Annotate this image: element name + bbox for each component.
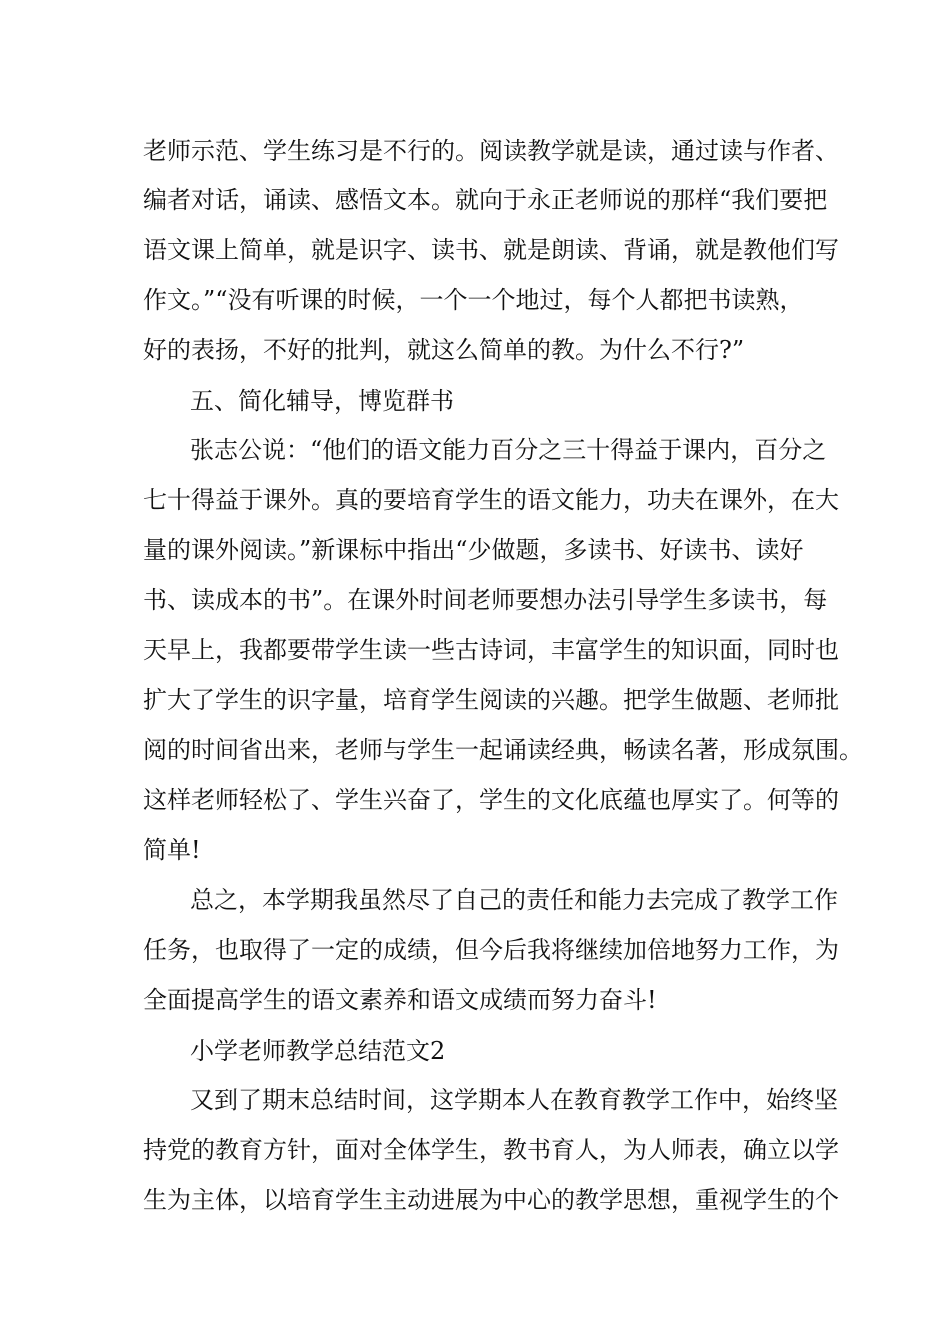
text-line: 持党的教育方针，面对全体学生，教书育人，为人师表，确立以学 bbox=[143, 1136, 839, 1164]
text-line: 这样老师轻松了、学生兴奋了，学生的文化底蕴也厚实了。何等的 bbox=[143, 786, 839, 814]
text-line: 量的课外阅读。”新课标中指出“少做题，多读书、好读书、读好 bbox=[143, 536, 804, 564]
text-line: 老师示范、学生练习是不行的。阅读教学就是读，通过读与作者、 bbox=[143, 137, 839, 165]
text-line: 张志公说：“他们的语文能力百分之三十得益于课内，百分之 bbox=[190, 436, 827, 464]
text-line: 作文。”“没有听课的时候，一个一个地过，每个人都把书读熟， bbox=[143, 286, 804, 314]
section-heading: 小学老师教学总结范文2 bbox=[190, 1037, 446, 1065]
text-line: 天早上，我都要带学生读一些古诗词，丰富学生的知识面，同时也 bbox=[143, 636, 839, 664]
text-line: 生为主体，以培育学生主动进展为中心的教学思想，重视学生的个 bbox=[143, 1186, 839, 1214]
text-line: 扩大了学生的识字量，培育学生阅读的兴趣。把学生做题、老师批 bbox=[143, 686, 839, 714]
text-line: 又到了期末总结时间，这学期本人在教育教学工作中，始终坚 bbox=[190, 1086, 838, 1114]
text-line: 简单! bbox=[143, 836, 201, 864]
section-heading: 五、简化辅导，博览群书 bbox=[190, 387, 454, 415]
text-line: 总之，本学期我虽然尽了自己的责任和能力去完成了教学工作 bbox=[190, 886, 838, 914]
text-line: 阅的时间省出来，老师与学生一起诵读经典，畅读名著，形成氛围。 bbox=[143, 736, 863, 764]
text-line: 七十得益于课外。真的要培育学生的语文能力，功夫在课外，在大 bbox=[143, 486, 839, 514]
text-line: 书、读成本的书”。在课外时间老师要想办法引导学生多读书，每 bbox=[143, 586, 828, 614]
text-line: 语文课上简单，就是识字、读书、就是朗读、背诵，就是教他们写 bbox=[143, 236, 839, 264]
text-line: 任务，也取得了一定的成绩，但今后我将继续加倍地努力工作，为 bbox=[143, 936, 839, 964]
text-line: 全面提高学生的语文素养和语文成绩而努力奋斗! bbox=[143, 986, 657, 1014]
text-line: 编者对话，诵读、感悟文本。就向于永正老师说的那样“我们要把 bbox=[143, 186, 828, 214]
text-line: 好的表扬，不好的批判，就这么简单的教。为什么不行?” bbox=[143, 336, 745, 364]
